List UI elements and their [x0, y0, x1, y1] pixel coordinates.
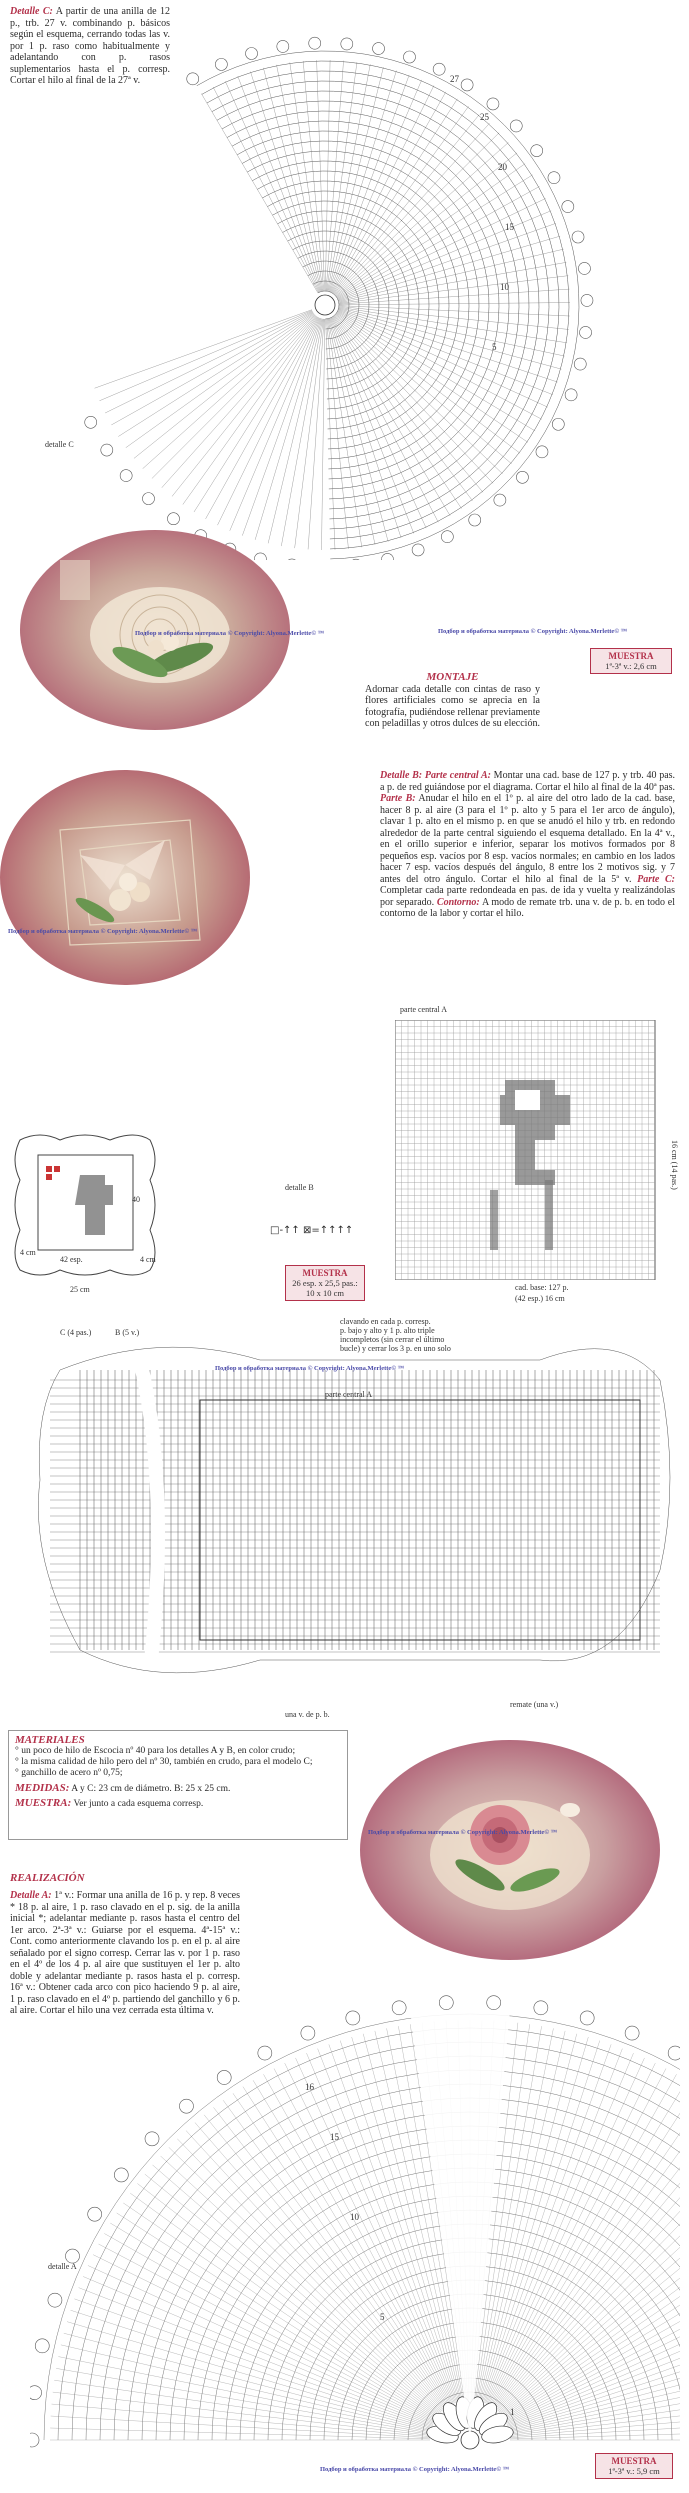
- parte-b-heading: Parte B:: [380, 793, 416, 804]
- muestra-value: 26 esp. x 25,5 pas.: 10 x 10 cm: [292, 1278, 358, 1298]
- materiales-box: [8, 1730, 348, 1840]
- watermark: Подбор и обработка материала © Copyright: Alyona.Merlette© ™: [368, 1829, 558, 1836]
- materiales-item: ° ganchillo de acero nº 0,75;: [15, 1768, 123, 1778]
- detalle-a-body: 1ª v.: Formar una anilla de 16 p. y rep. 8 veces * 18 p. al aire, 1 p. raso clavado en el p. sig. de la anilla inicial *; adelantar mediante p. rasos hasta el centro del 1er arco. 2ª-3ª v.: Guiarse por el esquema. 4ª-15ª v.: Cont. como anteriormente clavando los p. en el p. al aire señalado por el signo corresp. Cerrar las v. por 1 p. raso en el 4º de los 4 p. al aire que sustituyen el 1er p. alto doble y adelantar mediante p. rasos hasta el p. corresp. 16ª v.: Obtener cada arco con pico haciendo 9 p. al aire, 1 p. raso clavado en el 4º p. partiendo del ganchillo y 6 p. al aire. Cortar el hilo una vez cerrada esta última v.: [10, 1890, 241, 2016]
- watermark: Подбор и обработка материала © Copyright: Alyona.Merlette© ™: [438, 628, 628, 635]
- detalle-b-text: [380, 770, 675, 920]
- parte-central-label-2: parte central A: [325, 1390, 373, 1399]
- muestra-c: [590, 648, 672, 674]
- detalle-b-heading: Detalle B:: [380, 770, 423, 781]
- watermark: Подбор и обработка материала © Copyright: Alyona.Merlette© ™: [215, 1365, 405, 1372]
- remate-label: remate (una v.): [510, 1700, 559, 1709]
- row-number: 10: [500, 282, 509, 292]
- muestra-text: Ver junto a cada esquema corresp.: [73, 1799, 204, 1809]
- parte-b-text: Anudar el hilo en el 1º p. al aire del otro lado de la cad. base, hacer 8 p. al aire (3 para el 1º p. alto y 5 para el 1er arco de ángulo), clavar 1 p. alto en el mismo p. en que se anudó el hilo y trb. en redondo alrededor de la parte central siguiendo el esquema detallado. En la 4ª v., en el orillo superior e inferior, separar los motivos formados por 8 pequeños esp. vacíos por 8 esp. vacíos normales; en cambio en los lados hacer 7 esp. vacíos después del ángulo, 8 entre los 2 motivos sig. y 7 antes del otro ángulo. Cortar el hilo al final de la 5ª v.: [380, 793, 676, 885]
- side-dimension: 16 cm (14 pas.): [670, 1140, 679, 1190]
- montaje-title: MONTAJE: [426, 671, 479, 683]
- parte-c-text: Completar cada parte redondeada en pas. de ida y vuelta y realizándolas por separado.: [380, 885, 675, 908]
- dim-4cm: 4 cm: [20, 1248, 36, 1257]
- dim-4cm-b: 4 cm: [140, 1255, 156, 1264]
- legend-line: bucle) y cerrar los 3 p. en uno solo: [340, 1344, 451, 1353]
- photo-detalle-a: [360, 1740, 660, 1960]
- esp-label: (42 esp.) 16 cm: [515, 1294, 565, 1303]
- row-number: 5: [492, 342, 497, 352]
- row-number: 25: [480, 112, 489, 122]
- montaje-block: [365, 672, 540, 730]
- detalle-c-label: detalle C: [45, 440, 74, 449]
- watermark: Подбор и обработка материала © Copyright: Alyona.Merlette© ™: [320, 2466, 510, 2473]
- parte-a-heading: Parte central A:: [424, 770, 491, 781]
- cad-base-label: cad. base: 127 p.: [515, 1283, 569, 1292]
- materiales-item: ° la misma calidad de hilo pero del nº 30, también en crudo, para el modelo C;: [15, 1757, 313, 1767]
- row-number: 5: [380, 2312, 385, 2322]
- contorno-text: A modo de remate trb. una v. de p. b. en todo el contorno de la labor y cortar el hilo.: [380, 896, 676, 919]
- muestra-value: 1ª-3ª v.: 5,9 cm: [608, 2466, 660, 2476]
- detalle-b-label: detalle B: [285, 1183, 314, 1192]
- medidas-text: A y C: 23 cm de diámetro. B: 25 x 25 cm.: [71, 1784, 231, 1794]
- montaje-text: Adornar cada detalle con cintas de raso y flores artificiales como se aprecia en la fotografía, pudiéndose rellenar previamente con peladillas y otros dulces de su elección.: [365, 683, 540, 729]
- dim-25cm: 25 cm: [70, 1285, 90, 1294]
- dim-42esp: 42 esp.: [60, 1255, 83, 1264]
- muestra-title: MUESTRA: [302, 1268, 348, 1278]
- detalle-c-heading: Detalle C:: [10, 6, 53, 17]
- parte-c-heading: Parte C:: [637, 873, 676, 885]
- dim-40: 40: [132, 1195, 140, 1204]
- chart-detalle-b-small: [10, 1130, 160, 1280]
- muestra-a: [595, 2453, 673, 2479]
- parte-a-text: Montar una cad. base de 127 p. y trb. 40 pas. a p. de red guiándose por el diagrama. Cortar el hilo al final de la 40ª pas.: [380, 770, 676, 793]
- chart-parte-central-a: [395, 1020, 665, 1280]
- chart-detalle-b-wide: [20, 1340, 685, 1690]
- row-number: 10: [350, 2212, 359, 2222]
- muestra-b: [285, 1265, 365, 1301]
- row-number: 27: [450, 74, 459, 84]
- row-number: 15: [330, 2132, 339, 2142]
- row-number: 15: [505, 222, 514, 232]
- watermark: Подбор и обработка материала © Copyright: Alyona.Merlette© ™: [135, 630, 325, 637]
- contorno-heading: Contorno:: [436, 896, 480, 908]
- detalle-a-heading: Detalle A:: [10, 1890, 52, 1901]
- photo-detalle-b: [0, 770, 250, 985]
- realizacion-title: REALIZACIÓN: [10, 1872, 85, 1884]
- c-label: C (4 pas.): [60, 1328, 92, 1337]
- watermark: Подбор и обработка материала © Copyright: Alyona.Merlette© ™: [8, 928, 198, 935]
- medidas-heading: MEDIDAS:: [15, 1782, 70, 1794]
- row-number: 20: [498, 162, 507, 172]
- detalle-c-body: A partir de una anilla de 12 p., trb. 27 v. combinando p. básicos según el esquema, cerrando todas las v. por 1 p. raso como habitualmente y adelantando con p. rasos suplementarios hasta el p. corresp. Cortar el hilo al final de la 27ª v.: [10, 6, 170, 86]
- materiales-title: MATERIALES: [15, 1734, 85, 1746]
- legend-line: incompletos (sin cerrar el último: [340, 1335, 445, 1344]
- b-label: B (5 v.): [115, 1328, 140, 1337]
- legend-line: clavando en cada p. corresp.: [340, 1317, 431, 1326]
- parte-central-label: parte central A: [400, 1005, 448, 1014]
- legend-line: p. bajo y alto y 1 p. alto triple: [340, 1326, 435, 1335]
- row-number: 16: [305, 2082, 314, 2092]
- muestra-title: MUESTRA: [608, 651, 654, 661]
- muestra-heading: MUESTRA:: [15, 1797, 72, 1809]
- muestra-title: MUESTRA: [611, 2456, 657, 2466]
- una-v-label: una v. de p. b.: [285, 1710, 330, 1719]
- chart-detalle-a: [30, 1975, 680, 2490]
- detalle-a-label: detalle A: [48, 2262, 77, 2271]
- chart-detalle-c: [60, 20, 680, 560]
- materiales-item: ° un poco de hilo de Escocia nº 40 para los detalles A y B, en color crudo;: [15, 1746, 296, 1756]
- muestra-value: 1ª-3ª v.: 2,6 cm: [605, 661, 657, 671]
- symbol-legend-icons: □-↑↑ ⊠=↑↑↑↑: [270, 1225, 354, 1236]
- row-number: 1: [510, 2407, 515, 2417]
